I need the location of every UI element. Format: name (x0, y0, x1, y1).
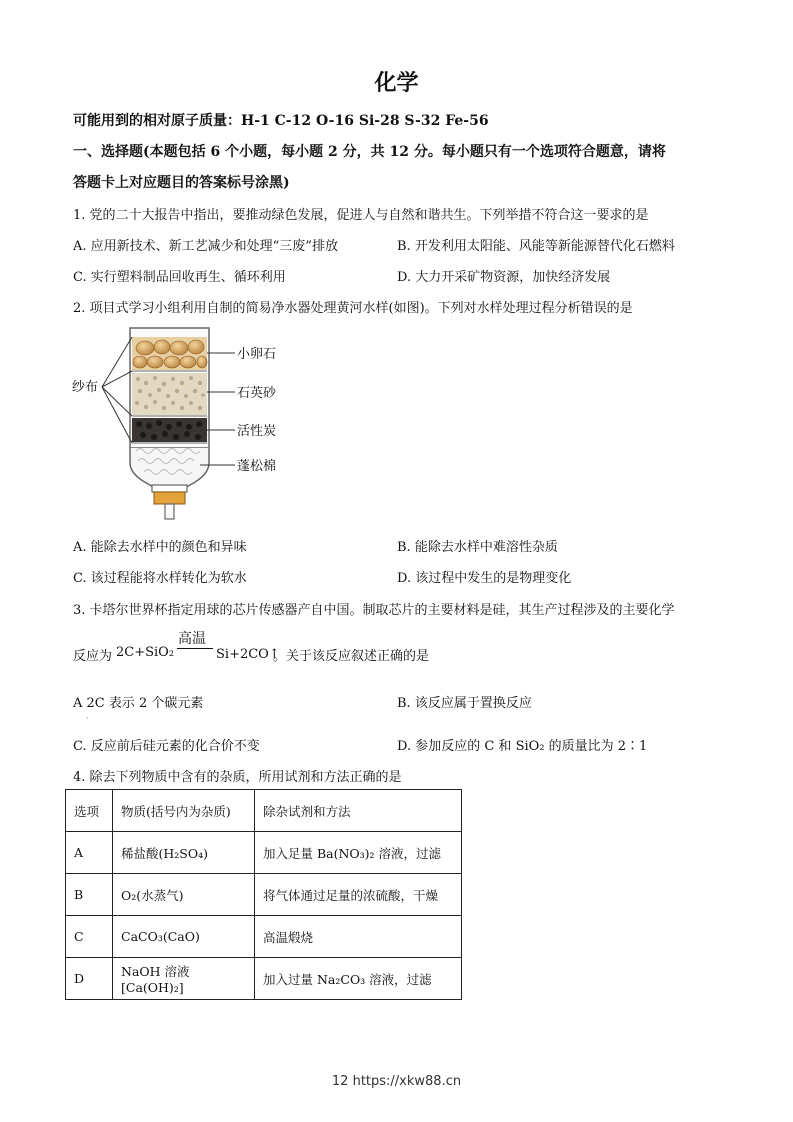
label-activated-carbon: 活性炭 (237, 424, 277, 439)
table-header-cell: 选项 (66, 790, 113, 832)
bottle-cap (154, 492, 185, 504)
q3-equation (73, 628, 573, 668)
atomic-masses: 可能用到的相对原子质量：H-1 C-12 O-16 Si-28 S-32 Fe-56 (73, 113, 489, 129)
table-cell: O₂(水蒸气) (113, 874, 255, 916)
q1-option-d: D. 大力开采矿物资源，加快经济发展 (397, 270, 611, 285)
table-cell: 加入足量 Ba(NO₃)₂ 溶液，过滤 (255, 832, 462, 874)
table-cell: D (66, 958, 113, 1000)
table-row (66, 832, 462, 874)
table-cell: A (66, 832, 113, 874)
equation-reactants: 2C+SiO₂ (116, 645, 175, 660)
q3-stem: 3. 卡塔尔世界杯指定用球的芯片传感器产自中国。制取芯片的主要材料是硅，其生产过程涉及的主要化学 (73, 603, 675, 618)
q2-option-d: D. 该过程中发生的是物理变化 (397, 571, 572, 586)
table-cell: 高温煅烧 (255, 916, 462, 958)
table-row (66, 916, 462, 958)
q3-option-c: C. 反应前后硅元素的化合价不变 (73, 739, 260, 754)
table-cell: 稀盐酸(H₂SO₄) (113, 832, 255, 874)
q4-stem: 4. 除去下列物质中含有的杂质，所用试剂和方法正确的是 (73, 770, 402, 785)
equation-prefix: 反应为 (73, 649, 113, 664)
table-cell: NaOH 溶液[Ca(OH)₂] (113, 958, 255, 1000)
table-cell: C (66, 916, 113, 958)
page-title: 化学 (374, 70, 419, 96)
section-header-line1: 一、选择题(本题包括 6 个小题，每小题 2 分，共 12 分。每小题只有一个选项符合题意，请将 (73, 144, 666, 160)
q1-option-b: B. 开发利用太阳能、风能等新能源替代化石燃料 (397, 239, 675, 254)
decorative-dot: · (86, 714, 89, 723)
table-cell: 加入过量 Na₂CO₃ 溶液，过滤 (255, 958, 462, 1000)
section-header-line2: 答题卡上对应题目的答案标号涂黑) (73, 175, 290, 191)
q3-option-d: D. 参加反应的 C 和 SiO₂ 的质量比为 2∶1 (397, 739, 648, 754)
page-footer: 12 https://xkw88.cn (331, 1074, 462, 1089)
equation-suffix: 。关于该反应叙述正确的是 (273, 649, 430, 664)
equation-arrow-bar (177, 648, 213, 649)
equation-condition: 高温 (178, 631, 206, 647)
q1-option-c: C. 实行塑料制品回收再生、循环利用 (73, 270, 286, 285)
label-gauze: 纱布 (72, 380, 99, 395)
impurity-table (65, 789, 462, 1000)
table-cell: CaCO₃(CaO) (113, 916, 255, 958)
table-row (66, 874, 462, 916)
table-header-row (66, 790, 462, 832)
q1-option-a: A. 应用新技术、新工艺减少和处理“三废”排放 (73, 239, 338, 254)
q1-stem: 1. 党的二十大报告中指出，要推动绿色发展，促进人与自然和谐共生。下列举措不符合这一要求的是 (73, 208, 649, 223)
q3-option-b: B. 该反应属于置换反应 (397, 696, 532, 711)
equation-products: Si+2CO↑ (216, 647, 280, 662)
table-cell: B (66, 874, 113, 916)
table-header-cell: 除杂试剂和方法 (255, 790, 462, 832)
table-header-cell: 物质(括号内为杂质) (113, 790, 255, 832)
label-quartz-sand: 石英砂 (237, 386, 277, 401)
label-pebbles: 小卵石 (237, 347, 277, 362)
q2-option-c: C. 该过程能将水样转化为软水 (73, 571, 247, 586)
label-cotton: 蓬松棉 (237, 459, 277, 474)
table-cell: 将气体通过足量的浓硫酸，干燥 (255, 874, 462, 916)
table-row (66, 958, 462, 1000)
q2-option-b: B. 能除去水样中难溶性杂质 (397, 540, 558, 555)
q2-option-a: A. 能除去水样中的颜色和异味 (73, 540, 247, 555)
water-filter-figure (60, 325, 300, 525)
q3-option-a: A 2C 表示 2 个碳元素 (73, 696, 204, 711)
q2-stem: 2. 项目式学习小组利用自制的简易净水器处理黄河水样(如图)。下列对水样处理过程分析错误的是 (73, 301, 633, 316)
quartz-sand-layer (132, 373, 207, 415)
